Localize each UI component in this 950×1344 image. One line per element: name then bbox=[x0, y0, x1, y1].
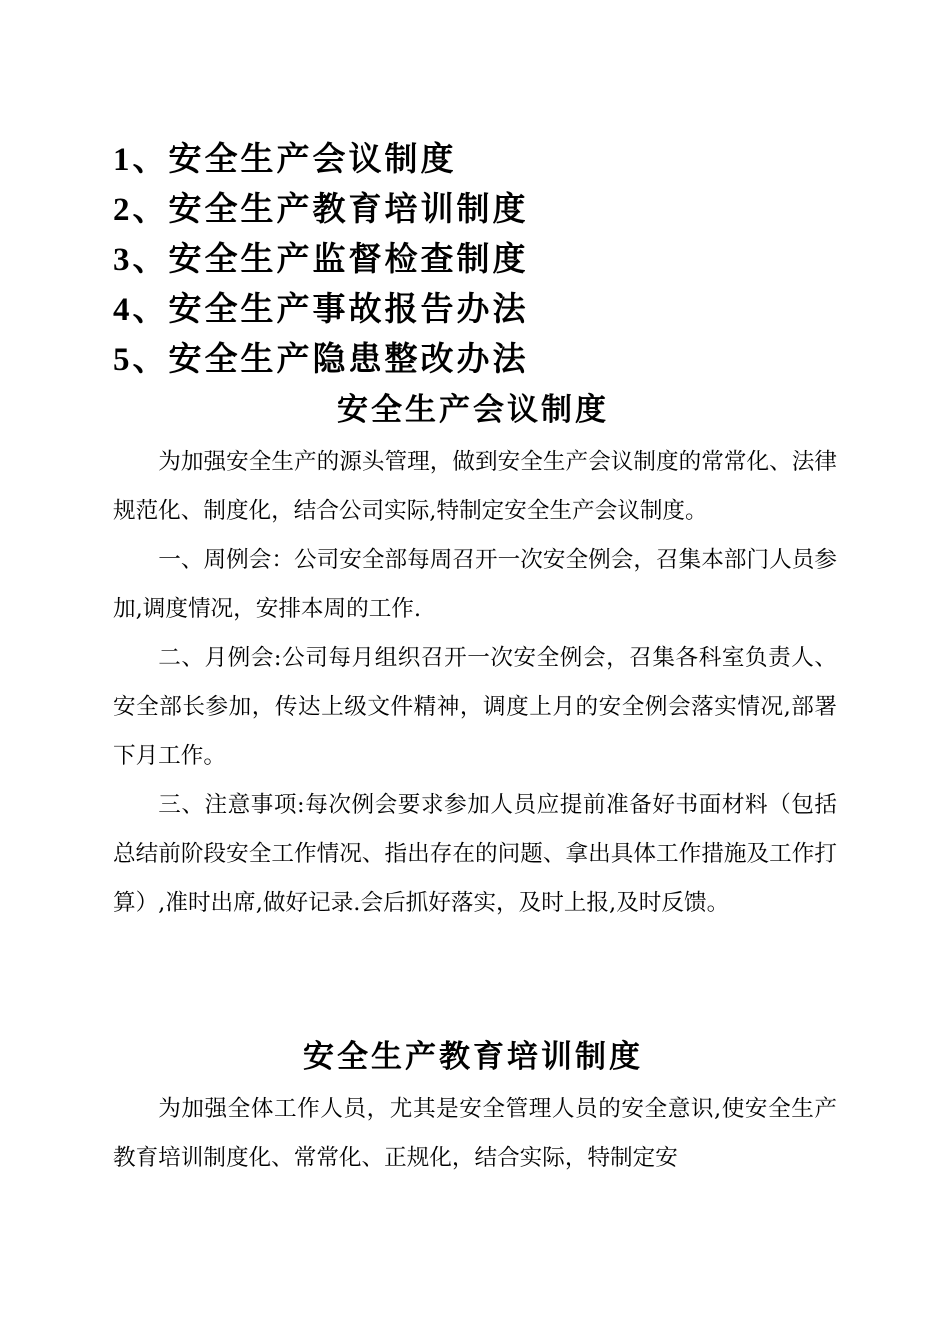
toc-item-text: 、安全生产教育培训制度 bbox=[132, 189, 529, 228]
paragraph-monthly-meeting: 二、月例会:公司每月组织召开一次安全例会，召集各科室负责人、安全部长参加，传达上级文件精神，调度上月的安全例会落实情况,部署下月工作。 bbox=[113, 645, 837, 769]
toc-item-number: 1 bbox=[113, 142, 133, 178]
paragraph-weekly-meeting: 一、周例会：公司安全部每周召开一次安全例会，召集本部门人员参加,调度情况，安排本周的工作. bbox=[113, 547, 837, 622]
table-of-contents bbox=[113, 134, 833, 384]
paragraph-training-intro: 为加强全体工作人员，尤其是安全管理人员的安全意识,使安全生产教育培训制度化、常常化、正规化，结合实际，特制定安 bbox=[113, 1096, 837, 1171]
section-body-meeting-system bbox=[113, 438, 837, 928]
toc-item-number: 2 bbox=[113, 192, 133, 228]
toc-item-text: 、安全生产监督检查制度 bbox=[132, 239, 529, 278]
toc-item bbox=[113, 234, 833, 284]
toc-item bbox=[113, 284, 833, 334]
toc-item-number: 3 bbox=[113, 242, 133, 278]
toc-item-number: 5 bbox=[113, 342, 133, 378]
toc-item-text: 、安全生产事故报告办法 bbox=[132, 289, 529, 328]
toc-item bbox=[113, 134, 833, 184]
section-body-training-system bbox=[113, 1085, 837, 1183]
toc-item-text: 、安全生产隐患整改办法 bbox=[132, 339, 529, 378]
toc-item bbox=[113, 334, 833, 384]
toc-item-number: 4 bbox=[113, 292, 133, 328]
paragraph-notes: 三、注意事项:每次例会要求参加人员应提前准备好书面材料（包括总结前阶段安全工作情况、指出存在的问题、拿出具体工作措施及工作打算）,准时出席,做好记录.会后抓好落实，及时上报,及时反馈。 bbox=[113, 792, 837, 916]
paragraph-intro: 为加强安全生产的源头管理，做到安全生产会议制度的常常化、法律规范化、制度化，结合公司实际,特制定安全生产会议制度。 bbox=[113, 449, 837, 524]
toc-item-text: 、安全生产会议制度 bbox=[132, 139, 457, 178]
section-title-training-system: 安全生产教育培训制度 bbox=[303, 1039, 643, 1075]
section-title-meeting-system: 安全生产会议制度 bbox=[337, 392, 609, 428]
toc-item bbox=[113, 184, 833, 234]
